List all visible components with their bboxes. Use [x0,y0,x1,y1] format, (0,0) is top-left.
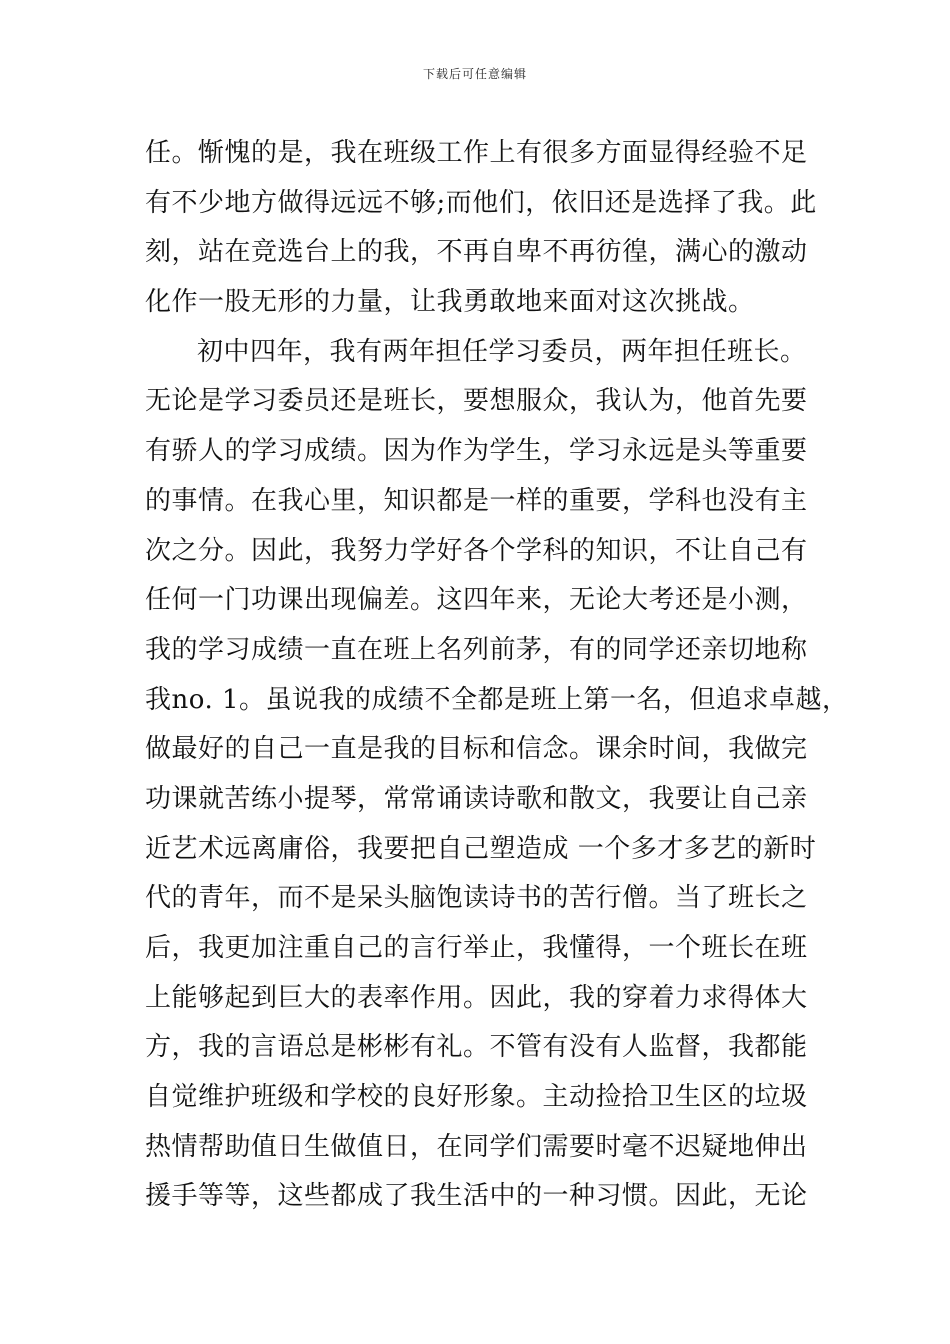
text-line: 我no. 1。虽说我的成绩不全都是班上第一名，但追求卓越， [145,684,849,715]
text-line: 后，我更加注重自己的言行举止，我懂得，一个班长在班 [145,933,808,963]
body-text [145,129,849,1222]
text-line: 有不少地方做得远远不够;而他们，依旧还是选择了我。此 [145,187,817,218]
text-line: 上能够起到巨大的表率作用。因此，我的穿着力求得体大 [145,982,808,1013]
text-line: 方，我的言语总是彬彬有礼。不管有没有人监督，我都能 [145,1032,808,1063]
text-line: 有骄人的学习成绩。因为作为学生，学习永远是头等重要 [145,436,808,467]
text-line: 初中四年，我有两年担任学习委员，两年担任班长。 [197,336,807,367]
text-line: 的事情。在我心里，知识都是一样的重要，学科也没有主 [145,485,808,516]
text-line: 无论是学习委员还是班长，要想服众，我认为，他首先要 [145,386,808,417]
text-line: 我的学习成绩一直在班上名列前茅，有的同学还亲切地称 [145,634,808,665]
text-line: 任何一门功课出现偏差。这四年来，无论大考还是小测， [145,585,808,616]
text-line: 刻，站在竞选台上的我，不再自卑不再彷徨，满心的激动 [145,237,808,268]
text-line: 任。惭愧的是，我在班级工作上有很多方面显得经验不足 [145,138,808,168]
page-header: 下载后可任意编辑 [422,67,527,81]
text-line: 化作一股无形的力量，让我勇敢地来面对这次挑战。 [145,287,755,318]
text-line: 代的青年，而不是呆头脑饱读诗书的苦行僧。当了班长之 [145,883,808,914]
text-line: 次之分。因此，我努力学好各个学科的知识，不让自己有 [145,535,808,566]
text-line: 援手等等，这些都成了我生活中的一种习惯。因此，无论 [145,1181,808,1212]
paragraph [145,328,849,1222]
text-line: 功课就苦练小提琴，常常诵读诗歌和散文，我要让自己亲 [145,783,808,814]
text-line: 自觉维护班级和学校的良好形象。主动捡拾卫生区的垃圾 [145,1082,808,1113]
text-line: 做最好的自己一直是我的目标和信念。课余时间，我做完 [145,734,808,765]
text-line: 近艺术远离庸俗，我要把自己塑造成 一个多才多艺的新时 [145,833,817,864]
paragraph [145,129,835,328]
text-line: 热情帮助值日生做值日，在同学们需要时毫不迟疑地伸出 [145,1131,808,1162]
